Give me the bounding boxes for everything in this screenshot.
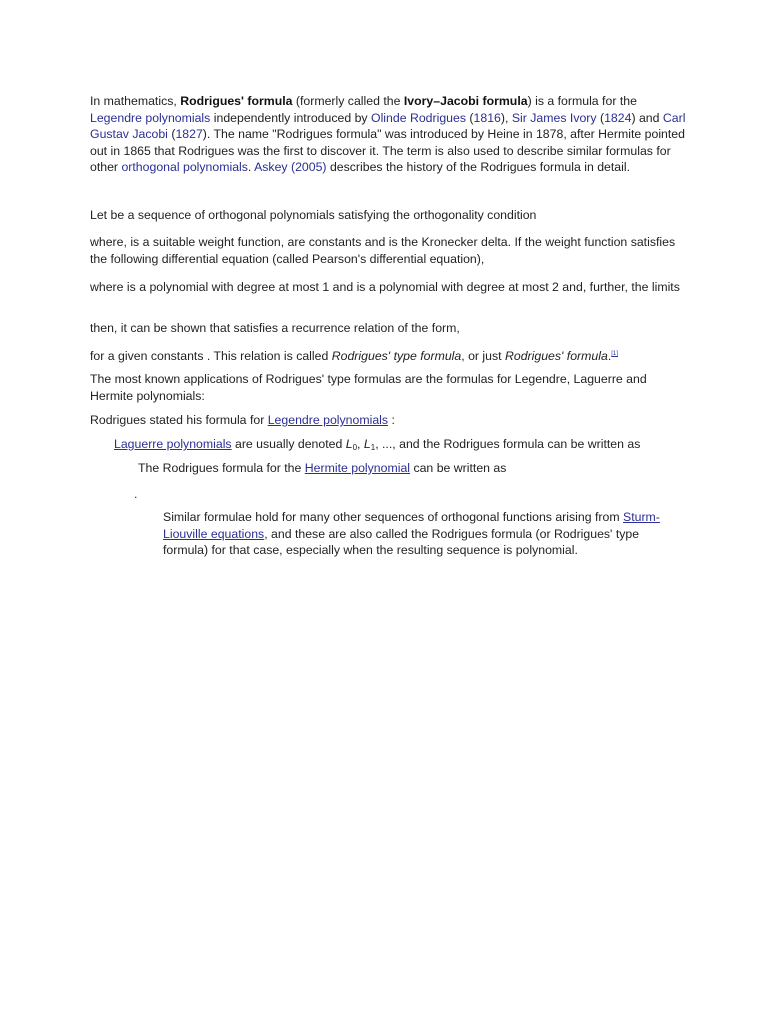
subscript: 1 bbox=[370, 443, 376, 452]
applications-paragraph: The most known applications of Rodrigues' type formulas are the formulas for Legendre, Laguerre and Hermite polynomials: bbox=[90, 372, 647, 403]
text: ). The name "Rodrigues formula" was introduced by Heine in 1878, after Hermite pointed out in 1865 that Rodrigues was the first to discover it. The term is also used to describe similar formulas for other bbox=[90, 127, 685, 175]
rodrigues-type-formula-term: Rodrigues' type formula bbox=[331, 349, 462, 363]
carl-gustav-jacobi-link[interactable]: Carl Gustav Jacobi bbox=[90, 110, 686, 142]
hermite-polynomial-link[interactable]: Hermite polynomial bbox=[304, 461, 411, 475]
text: : bbox=[388, 413, 395, 427]
polynomial-degree-paragraph: where is a polynomial with degree at most 1 and is a polynomial with degree at most 2 and, further, the limits bbox=[90, 280, 680, 294]
laguerre-paragraph bbox=[114, 436, 714, 457]
text: , and these are also called the Rodrigues formula (or Rodrigues' type formula) for that case, especially when the resulting sequence is polynomial. bbox=[163, 526, 640, 558]
sturm-liouville-equations-link[interactable]: Sturm-Liouville equations bbox=[163, 510, 660, 541]
year-1816-link[interactable]: 1816 bbox=[473, 110, 501, 125]
year-1824-link[interactable]: 1824 bbox=[604, 110, 632, 125]
text: , ..., and the Rodrigues formula can be written as bbox=[375, 437, 641, 451]
period-mark: . bbox=[134, 487, 138, 501]
orthogonality-paragraph: Let be a sequence of orthogonal polynomials satisfying the orthogonality condition bbox=[90, 208, 537, 222]
rodrigues-formula-term: Rodrigues' formula bbox=[504, 349, 608, 363]
sturm-liouville-paragraph bbox=[163, 509, 673, 559]
rodrigues-type-paragraph bbox=[90, 346, 690, 365]
text: ), bbox=[500, 110, 512, 125]
laguerre-symbol: L bbox=[363, 437, 371, 451]
rodrigues-formula-term: Rodrigues' formula bbox=[180, 94, 293, 108]
text: Rodrigues stated his formula for bbox=[90, 413, 268, 427]
recurrence-paragraph: then, it can be shown that satisfies a recurrence relation of the form, bbox=[90, 321, 460, 335]
text: ) and bbox=[631, 110, 663, 125]
text: independently introduced by bbox=[210, 110, 371, 125]
laguerre-polynomials-link[interactable]: Laguerre polynomials bbox=[114, 437, 232, 451]
text: ) is a formula for the bbox=[527, 94, 637, 108]
text: , bbox=[357, 437, 364, 451]
legendre-paragraph bbox=[90, 412, 690, 429]
sir-james-ivory-link[interactable]: Sir James Ivory bbox=[511, 110, 597, 125]
text: Similar formulae hold for many other sequences of orthogonal functions arising from bbox=[163, 510, 623, 524]
text: In mathematics, bbox=[90, 94, 181, 108]
subscript: 0 bbox=[352, 443, 358, 452]
text: . bbox=[247, 160, 255, 175]
text: ( bbox=[596, 110, 605, 125]
text: ( bbox=[466, 110, 474, 125]
hermite-paragraph bbox=[138, 460, 698, 477]
reference-1-link[interactable]: [1] bbox=[611, 351, 618, 357]
weight-function-paragraph: where, is a suitable weight function, are constants and is the Kronecker delta. If the weight function satisfies the following differential equation (called Pearson's differential equation), bbox=[90, 235, 676, 266]
text: ( bbox=[167, 127, 176, 142]
text: . bbox=[607, 349, 612, 363]
text: describes the history of the Rodrigues formula in detail. bbox=[326, 160, 631, 175]
askey-2005-link[interactable]: Askey (2005) bbox=[254, 160, 327, 175]
text: can be written as bbox=[410, 461, 507, 475]
olinde-rodrigues-link[interactable]: Olinde Rodrigues bbox=[371, 110, 467, 125]
text: The Rodrigues formula for the bbox=[138, 461, 305, 475]
legendre-polynomials-link[interactable]: Legendre polynomials bbox=[90, 110, 211, 125]
legendre-polynomials-link-2[interactable]: Legendre polynomials bbox=[267, 413, 389, 427]
text: for a given constants . This relation is called bbox=[90, 349, 332, 363]
text: , or just bbox=[461, 349, 505, 363]
orthogonal-polynomials-link[interactable]: orthogonal polynomials bbox=[121, 160, 248, 175]
laguerre-symbol: L bbox=[345, 437, 353, 451]
intro-paragraph bbox=[90, 93, 690, 176]
text: (formerly called the bbox=[292, 94, 404, 108]
year-1827-link[interactable]: 1827 bbox=[175, 127, 203, 142]
text: are usually denoted bbox=[231, 437, 346, 451]
ivory-jacobi-term: Ivory–Jacobi formula bbox=[403, 94, 528, 108]
